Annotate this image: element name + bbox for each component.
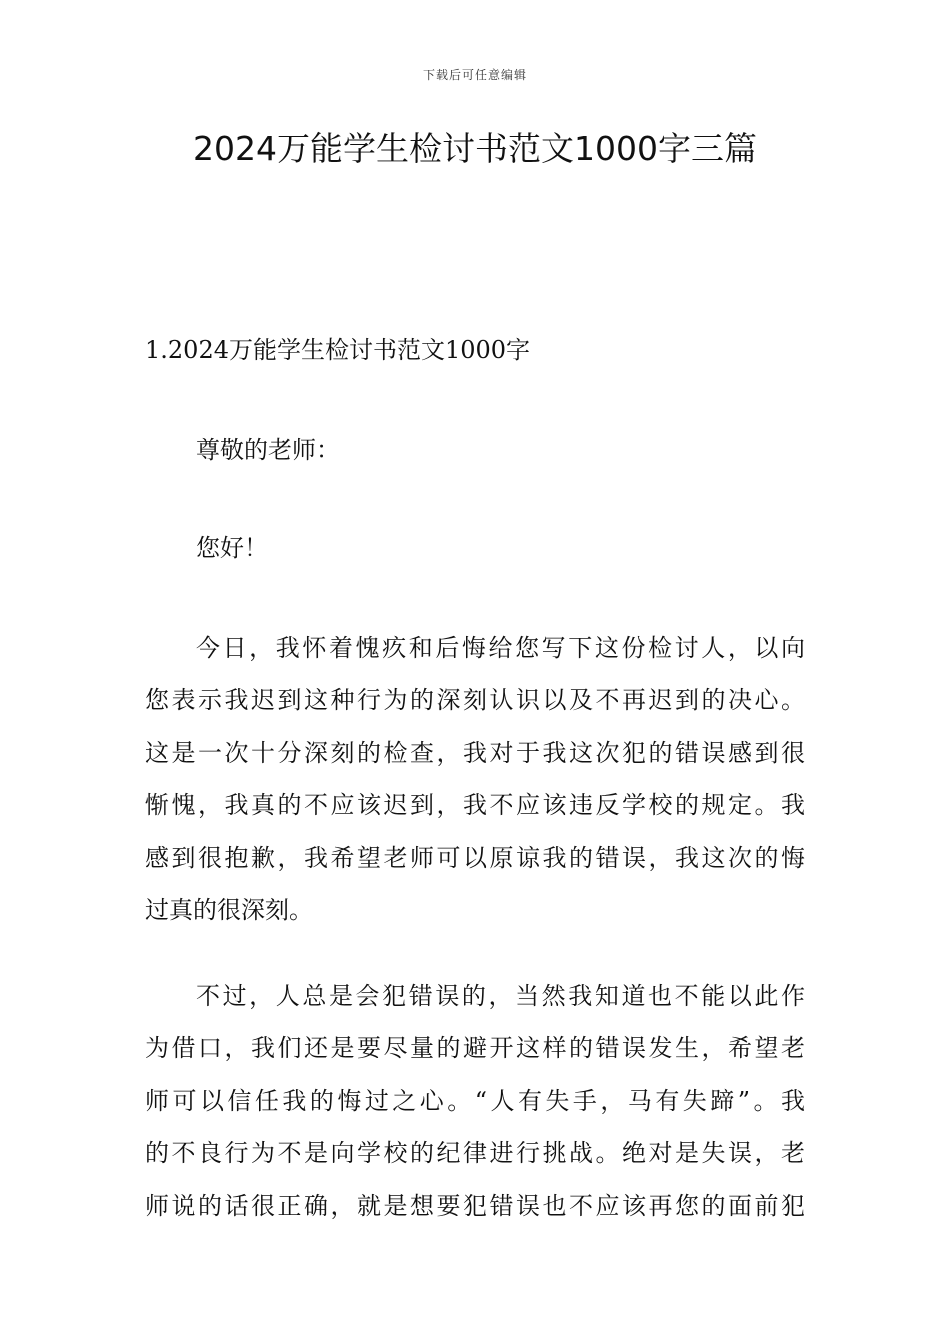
paragraph-line: 的不良行为不是向学校的纪律进行挑战。绝对是失误，老 xyxy=(145,1139,805,1168)
paragraph-line: 过真的很深刻。 xyxy=(145,896,313,925)
paragraph-line: 您表示我迟到这种行为的深刻认识以及不再迟到的决心。 xyxy=(145,686,805,715)
paragraph-line: 这是一次十分深刻的检查，我对于我这次犯的错误感到很 xyxy=(145,738,805,767)
greeting: 您好！ xyxy=(196,534,268,562)
header-note: 下载后可任意编辑 xyxy=(422,68,527,82)
paragraph-1 xyxy=(145,622,805,936)
paragraph-line: 为借口，我们还是要尽量的避开这样的错误发生，希望老 xyxy=(145,1034,805,1063)
salutation: 尊敬的老师： xyxy=(196,436,340,464)
paragraph-line: 师说的话很正确，就是想要犯错误也不应该再您的面前犯 xyxy=(145,1191,805,1220)
paragraph-line: 不过，人总是会犯错误的，当然我知道也不能以此作 xyxy=(196,982,805,1010)
paragraph-line: 今日，我怀着愧疚和后悔给您写下这份检讨人，以向 xyxy=(196,634,805,662)
paragraph-line: 惭愧，我真的不应该迟到，我不应该违反学校的规定。我 xyxy=(145,791,805,820)
paragraph-line: 师可以信任我的悔过之心。“人有失手，马有失蹄”。我 xyxy=(145,1086,805,1115)
document-title: 2024万能学生检讨书范文1000字三篇 xyxy=(193,129,757,168)
section-heading: 1.2024万能学生检讨书范文1000字 xyxy=(145,336,531,364)
paragraph-line: 感到很抱歉，我希望老师可以原谅我的错误，我这次的悔 xyxy=(145,843,805,872)
paragraph-2 xyxy=(145,970,805,1232)
